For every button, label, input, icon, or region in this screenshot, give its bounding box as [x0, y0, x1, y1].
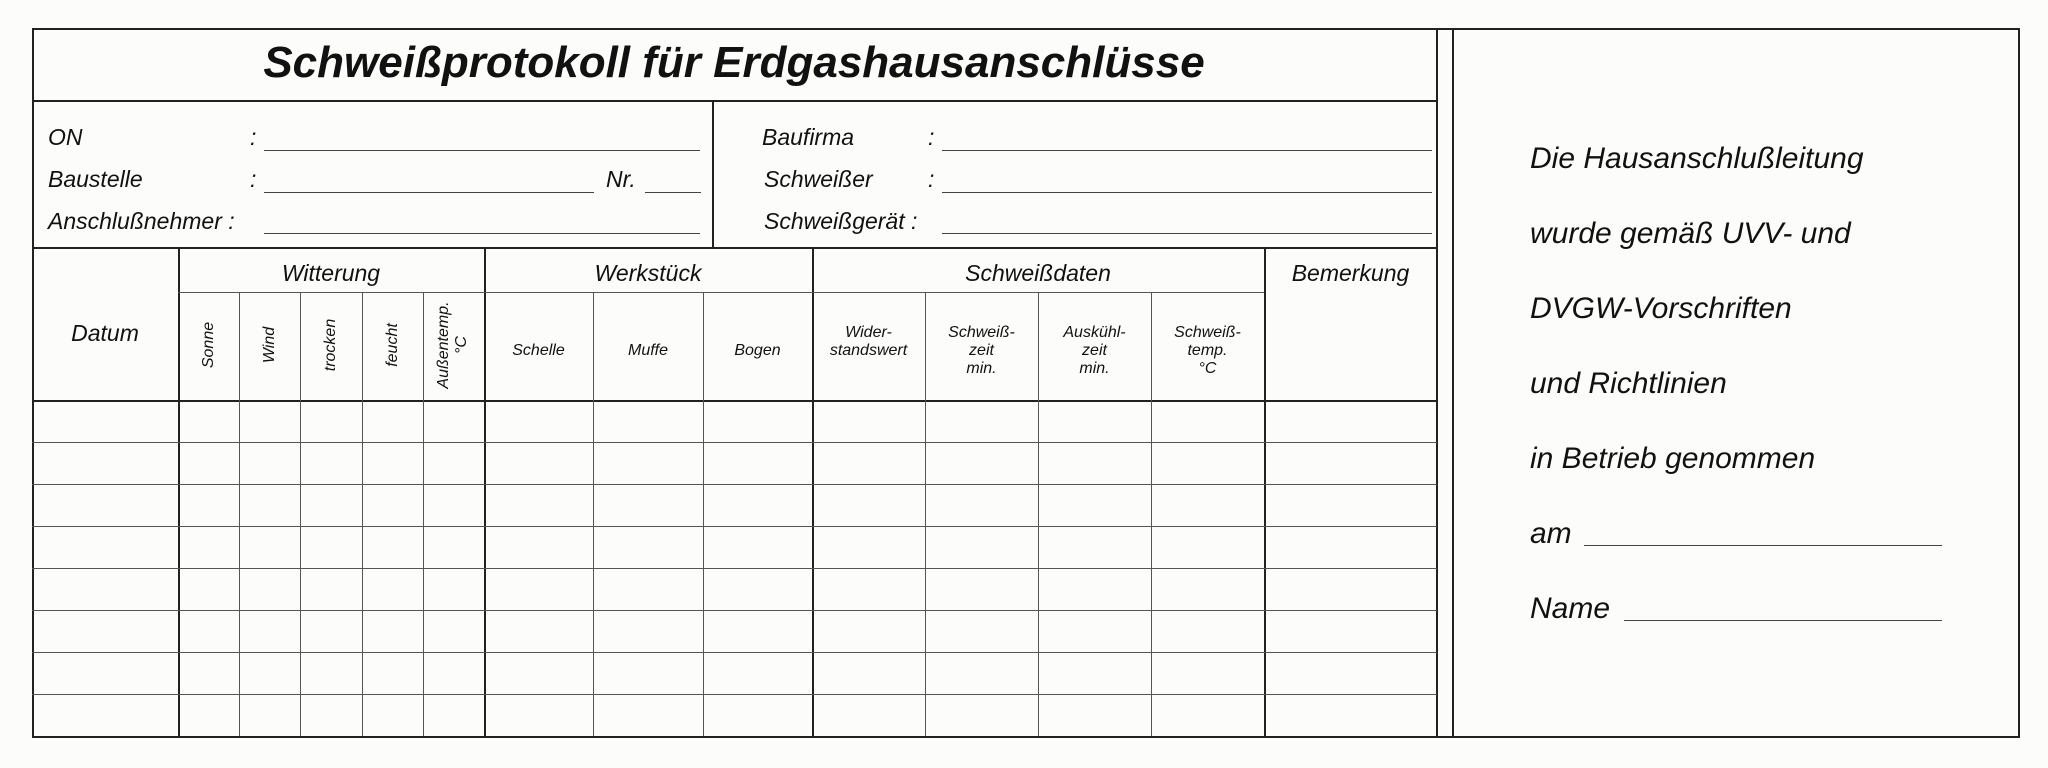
widerstandswert-header: Wider- standswert [829, 324, 908, 359]
witterung-heading: Witterung [281, 260, 381, 286]
wind-header: Wind [261, 326, 278, 364]
frame-bottom [32, 736, 2020, 738]
anschlussnehmer-field[interactable] [264, 233, 700, 234]
sub-col-line [362, 292, 363, 736]
on-field[interactable] [264, 150, 700, 151]
col-schweissdaten-right [1264, 247, 1266, 737]
nr-field[interactable] [645, 192, 701, 193]
baufirma-label: Baufirma [762, 124, 855, 150]
form-title: Schweißprotokoll für Erdgashausanschlüsse [263, 38, 1205, 87]
bogen-header: Bogen [734, 342, 781, 359]
auskuehlzeit-header: Auskühl- zeit min. [1063, 324, 1126, 377]
schweisser-colon: : [928, 166, 935, 192]
table-header-bottom-rule [32, 400, 1437, 402]
baustelle-field[interactable] [264, 192, 594, 193]
aussentemp-header: Außentemp. °C [435, 301, 470, 389]
sub-col-line [239, 292, 240, 736]
header-divider [712, 100, 714, 248]
table-row-line [32, 526, 1437, 527]
schweisser-field[interactable] [942, 192, 1432, 193]
baustelle-label: Baustelle [48, 166, 143, 192]
sub-col-line [300, 292, 301, 736]
am-label: am [1530, 517, 1572, 550]
group-header-rule [178, 292, 1264, 293]
sonne-header: Sonne [200, 321, 217, 369]
sub-col-line [423, 292, 424, 736]
on-colon: : [250, 124, 257, 150]
title-rule [32, 100, 1437, 102]
col-witterung-right [484, 247, 486, 737]
on-label: ON [48, 124, 83, 150]
nr-label: Nr. [606, 166, 636, 192]
table-row-line [32, 484, 1437, 485]
baustelle-colon: : [250, 166, 257, 192]
frame-top [32, 28, 2020, 30]
side-line-3: DVGW-Vorschriften [1530, 292, 1792, 325]
schweissgeraet-field[interactable] [942, 233, 1432, 234]
side-line-5: in Betrieb genommen [1530, 442, 1816, 475]
side-line-4: und Richtlinien [1530, 367, 1727, 400]
col-datum-right [178, 247, 180, 737]
trocken-header: trocken [322, 318, 339, 372]
schweissdaten-heading: Schweißdaten [965, 260, 1111, 286]
datum-heading: Datum [71, 320, 139, 346]
name-field[interactable] [1624, 620, 1942, 621]
schelle-header: Schelle [512, 342, 565, 359]
side-line-1: Die Hausanschlußleitung [1530, 142, 1864, 175]
schweissgeraet-label: Schweißgerät : [764, 208, 918, 234]
table-row-line [32, 652, 1437, 653]
werkstueck-heading: Werkstück [594, 260, 702, 286]
side-line-2: wurde gemäß UVV- und [1530, 217, 1851, 250]
am-field[interactable] [1584, 545, 1942, 546]
feucht-header: feucht [384, 323, 401, 367]
header-bottom-rule [32, 247, 1437, 249]
bemerkung-heading: Bemerkung [1291, 260, 1410, 286]
baufirma-colon: : [928, 124, 935, 150]
panel-divider-2 [1452, 28, 1454, 737]
table-row-line [32, 442, 1437, 443]
schweisser-label: Schweißer [764, 166, 873, 192]
baufirma-field[interactable] [942, 150, 1432, 151]
panel-divider-1 [1436, 28, 1438, 737]
col-werkstueck-right [812, 247, 814, 737]
table-row-line [32, 610, 1437, 611]
muffe-header: Muffe [627, 342, 668, 359]
table-row-line [32, 694, 1437, 695]
table-row-line [32, 568, 1437, 569]
frame-right [2018, 28, 2020, 737]
frame-left [32, 28, 34, 737]
schweisstemp-header: Schweiß- temp. °C [1174, 324, 1241, 377]
schweisszeit-header: Schweiß- zeit min. [948, 324, 1015, 377]
anschlussnehmer-label: Anschlußnehmer : [48, 208, 235, 234]
name-label: Name [1530, 592, 1611, 625]
